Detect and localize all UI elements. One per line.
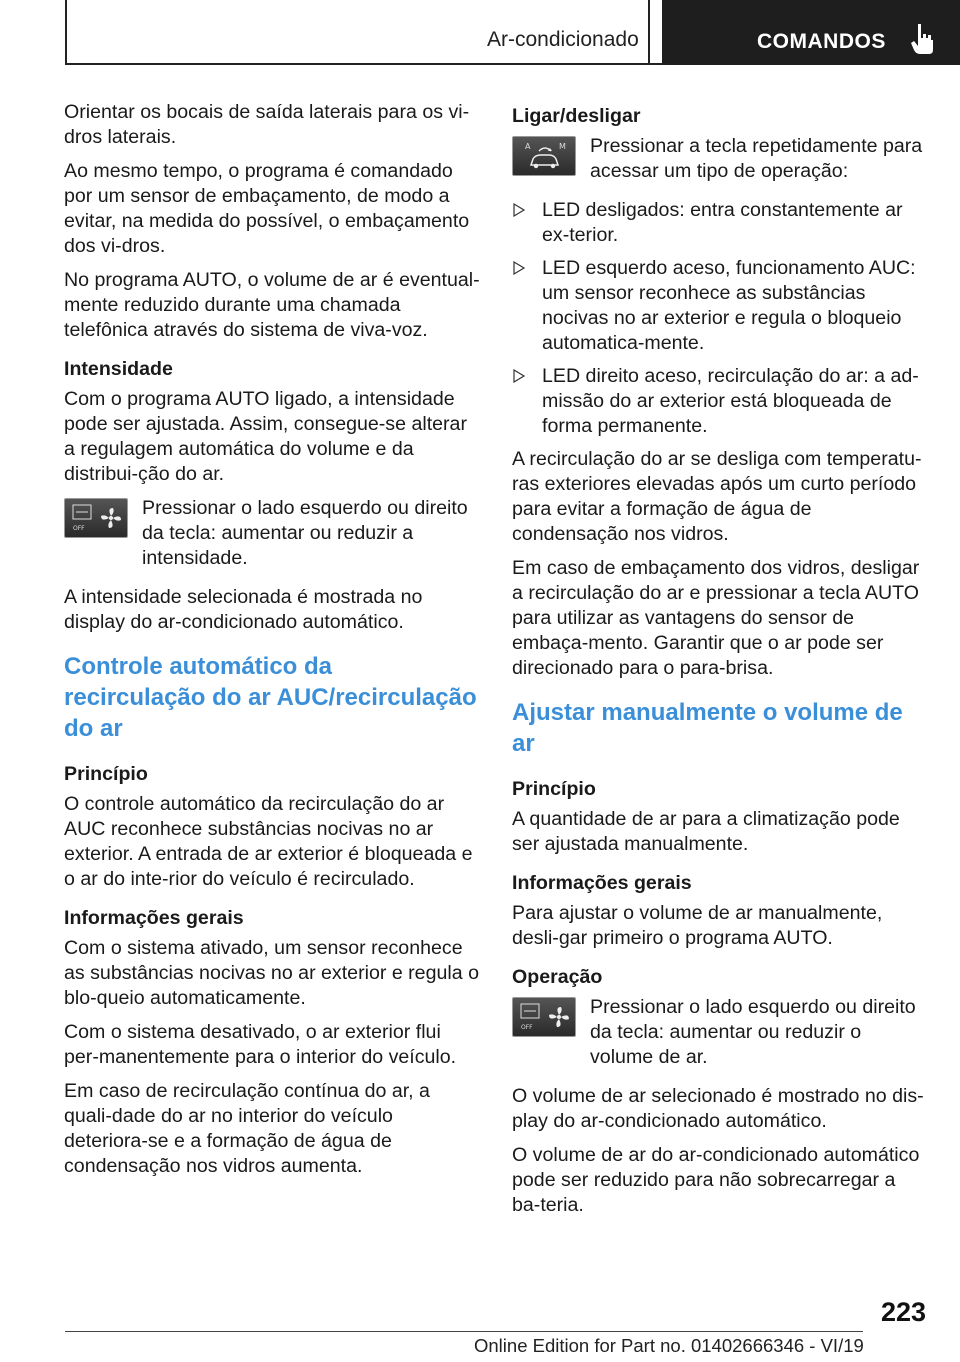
list-item-text: LED desligados: entra constantemente ar ex-terior. (542, 199, 903, 246)
off-label: OFF (521, 1024, 533, 1031)
triangle-bullet-icon (512, 369, 526, 383)
fan-button-text: Pressionar o lado esquerdo ou direito da tecla: aumentar ou reduzir o volume de ar. (590, 996, 916, 1068)
paragraph: Em caso de recirculação contínua do ar, a quali-dade do ar no interior do veículo deteriora-se e a formação de água de condensação nos vidros aumenta. (64, 1080, 430, 1177)
fan-icon (65, 499, 127, 537)
auc-led-label: A (525, 142, 531, 151)
fan-speed-button-image (512, 997, 576, 1037)
paragraph: Com o sistema desativado, o ar exterior flui per-manentemente para o interior do veículo. (64, 1021, 457, 1068)
paragraph: A intensidade selecionada é mostrada no display do ar-condicionado automático. (64, 586, 423, 633)
triangle-bullet-icon (512, 261, 526, 275)
list-item (512, 198, 928, 248)
list-item (512, 256, 928, 356)
subheading-ligar: Ligar/desligar (512, 105, 641, 127)
paragraph: Ao mesmo tempo, o programa é comandado por um sensor de embaçamento, de modo a evitar, na medida do possível, o embaçamento dos vi-dros. (64, 160, 470, 257)
subheading-operacao: Operação (512, 966, 603, 988)
subheading-informacoes: Informações gerais (64, 907, 244, 929)
paragraph: Para ajustar o volume de ar manualmente, desli-gar primeiro o programa AUTO. (512, 902, 883, 949)
paragraph: A recirculação do ar se desliga com temperatu-ras exteriores elevadas após um curto período para evitar a formação de água de condensação nos vidros. (512, 448, 922, 545)
list-item-text: LED direito aceso, recirculação do ar: a ad-missão do ar exterior está bloqueada de forma permanente. (542, 365, 919, 437)
heading-volume: Ajustar manualmente o volume de ar (512, 699, 903, 757)
fan-speed-button-image (64, 498, 128, 538)
subheading-principio: Princípio (512, 778, 596, 800)
paragraph: No programa AUTO, o volume de ar é eventual-mente reduzido durante uma chamada telefônica através do sistema de viva-voz. (64, 269, 480, 341)
list-item (512, 364, 928, 439)
fan-button-instruction (512, 995, 928, 1070)
list-item-text: LED esquerdo aceso, funcionamento AUC: um sensor reconhece as substâncias nocivas no ar exterior e regula o bloqueio automatica-mente. (542, 257, 916, 354)
header-mid-divider (648, 0, 650, 65)
fan-button-instruction (64, 496, 480, 571)
paragraph: Com o sistema ativado, um sensor reconhece as substâncias nocivas no ar exterior e regula o blo-queio automaticamente. (64, 937, 479, 1009)
edition-footer: Online Edition for Part no. 01402666346 - VI/19 (474, 1335, 864, 1356)
subheading-informacoes: Informações gerais (512, 872, 692, 894)
paragraph: O volume de ar do ar-condicionado automático pode ser reduzido para não sobrecarregar a ba-teria. (512, 1144, 920, 1216)
paragraph: O volume de ar selecionado é mostrado no dis-play do ar-condicionado automático. (512, 1085, 924, 1132)
recirculation-button-image (512, 136, 576, 176)
fan-button-text: Pressionar o lado esquerdo ou direito da tecla: aumentar ou reduzir a intensidade. (142, 497, 468, 569)
chapter-label: COMANDOS (757, 30, 886, 53)
operation-modes-list (512, 198, 928, 439)
subheading-intensidade: Intensidade (64, 358, 173, 380)
page-number: 223 (880, 1297, 926, 1327)
subheading-principio: Princípio (64, 763, 148, 785)
off-label: OFF (73, 525, 85, 532)
paragraph: Em caso de embaçamento dos vidros, desligar a recirculação do ar e pressionar a tecla AUTO para utilizar as vantagens do sensor de embaça-mento. Garantir que o ar pode ser direcionado para o para-brisa. (512, 557, 920, 679)
left-column (64, 100, 480, 1188)
heading-auc: Controle automático da recirculação do ar AUC/recirculação do ar (64, 653, 477, 742)
recirculation-icon (513, 137, 575, 175)
chapter-tab (662, 0, 960, 65)
paragraph: Com o programa AUTO ligado, a intensidade pode ser ajustada. Assim, consegue-se alterar a regulagem automática do volume e da distribui-ção do ar. (64, 388, 467, 485)
recirc-led-label: M (559, 142, 566, 151)
paragraph: A quantidade de ar para a climatização pode ser ajustada manualmente. (512, 808, 900, 855)
section-title: Ar-condicionado (487, 28, 639, 51)
header-left-divider (65, 0, 67, 65)
fan-icon (513, 998, 575, 1036)
paragraph: Orientar os bocais de saída laterais para os vi-dros laterais. (64, 101, 470, 148)
right-column (512, 100, 928, 1227)
pointing-hand-icon (910, 22, 936, 56)
footer-rule (65, 1331, 863, 1332)
triangle-bullet-icon (512, 203, 526, 217)
recirculation-button-instruction (512, 134, 928, 184)
paragraph: O controle automático da recirculação do ar AUC reconhece substâncias nocivas no ar exterior. A entrada de ar exterior é bloqueada e o ar do inte-rior do veículo é recirculado. (64, 793, 473, 890)
recirculation-button-text: Pressionar a tecla repetidamente para acessar um tipo de operação: (590, 135, 923, 182)
